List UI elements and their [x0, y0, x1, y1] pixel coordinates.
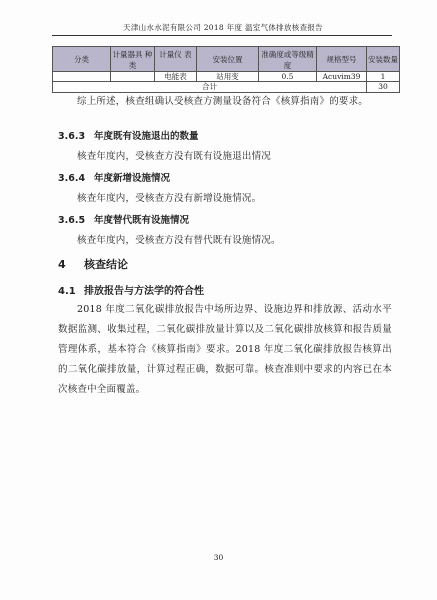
- table-cell: Acuvim39: [317, 72, 367, 82]
- col-header: 分类: [53, 47, 111, 72]
- col-header: 安装位置: [197, 47, 259, 72]
- section-heading-3-6-4: [58, 170, 170, 184]
- section-heading-3-6-3: [58, 128, 199, 142]
- section-number: 3.6.5: [58, 215, 86, 226]
- metering-equipment-table: [52, 46, 400, 93]
- chapter-title: 核查结论: [84, 258, 128, 271]
- subsection-heading: [58, 282, 204, 297]
- chapter-heading: [58, 256, 128, 272]
- table-cell: [53, 72, 111, 82]
- table-cell: 电能表: [155, 72, 197, 82]
- section-title: 年度既有设施退出的数量: [94, 131, 199, 142]
- section-number: 3.6.4: [58, 173, 86, 184]
- table-cell: 1: [367, 72, 400, 82]
- section-paragraph: 核查年度内，受核查方没有替代既有设施情况。: [77, 235, 281, 246]
- header-rule: [52, 35, 392, 36]
- total-value: 30: [367, 82, 400, 93]
- table-cell: [111, 72, 155, 82]
- page-number: 30: [213, 553, 224, 562]
- conclusion-paragraph: 2018 年度二氧化碳排放报告中场所边界、设施边界和排放源、活动水平数据监测、收集过程，二氧化碳排放量计算以及二氧化碳排放核算和报告质量管理体系，基本符合《核算指南》要求。2018 年度二氧化碳排放报告核算出的二氧化碳排放量，计算过程正确，数据可靠。核查准则中要求的内容已在本次核查中全面覆盖。: [58, 304, 392, 395]
- table-cell: 站用变: [197, 72, 259, 82]
- section-paragraph: 核查年度内，受核查方没有既有设施退出情况: [77, 151, 272, 162]
- total-label: 合计: [53, 82, 367, 93]
- section-heading-3-6-5: [58, 212, 189, 226]
- table-total-row: [53, 82, 400, 93]
- subsection-number: 4.1: [58, 286, 76, 297]
- table-row: [53, 72, 400, 82]
- col-header: 规格型号: [317, 47, 367, 72]
- table-header-row: [53, 47, 400, 72]
- section-number: 3.6.3: [58, 131, 86, 142]
- col-header: 计量仪 表: [155, 47, 197, 72]
- summary-paragraph: 综上所述，核查组确认受核查方测量设备符合《核算指南》的要求。: [77, 96, 369, 107]
- table-cell: 0.5: [259, 72, 317, 82]
- running-header: 天津山水水泥有限公司 2018 年度 温室气体排放核查报告: [123, 23, 323, 32]
- subsection-title: 排放报告与方法学的符合性: [84, 286, 204, 297]
- col-header: 安装数量: [367, 47, 400, 72]
- section-title: 年度替代既有设施情况: [94, 215, 190, 226]
- section-paragraph: 核查年度内，受核查方没有新增设施情况。: [77, 193, 262, 204]
- col-header: 准确度或等级精 度: [259, 47, 317, 72]
- chapter-number: 4: [58, 258, 66, 271]
- col-header: 计量器具 种类: [111, 47, 155, 72]
- section-title: 年度新增设施情况: [94, 173, 171, 184]
